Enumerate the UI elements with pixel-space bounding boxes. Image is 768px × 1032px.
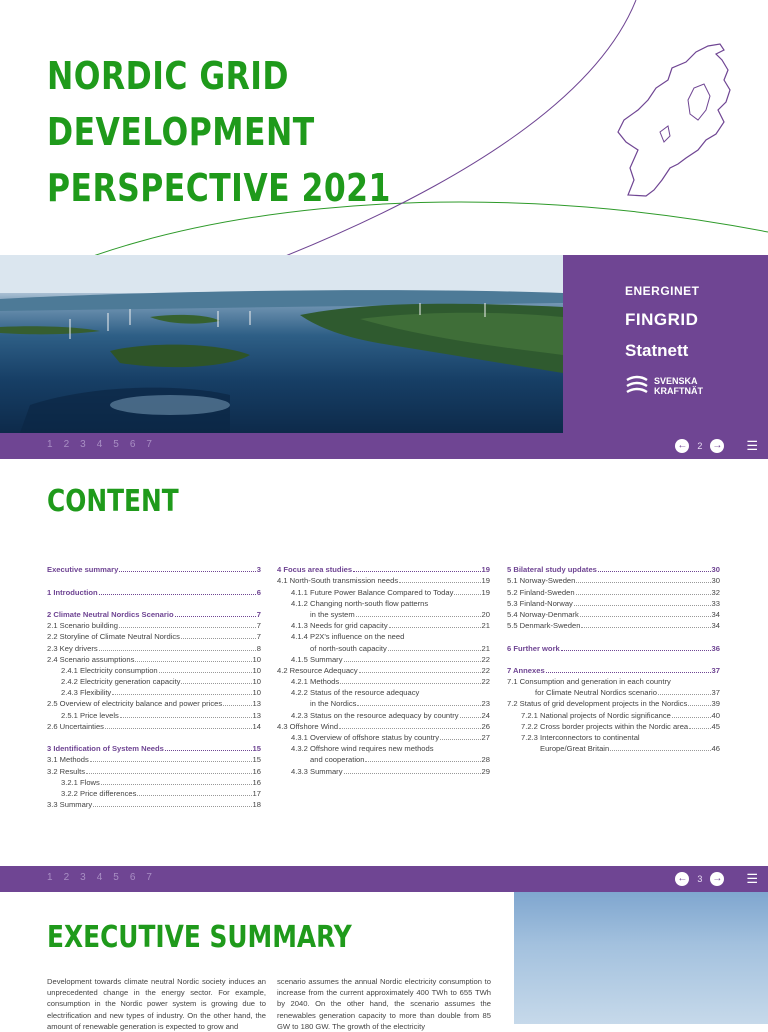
executive-photo (514, 892, 768, 1024)
toc-page-number: 30 (711, 576, 720, 586)
toc-column-3 (507, 563, 720, 753)
toc-page-number: 22 (481, 677, 490, 687)
toc-entry[interactable] (507, 597, 720, 608)
toc-entry-label: 2 Climate Neutral Nordics Scenario (47, 609, 174, 619)
page-nav-bar (0, 433, 768, 459)
toc-entry[interactable] (47, 720, 261, 731)
toc-page-number: 19 (481, 576, 490, 586)
toc-section-link[interactable] (47, 585, 261, 596)
toc-entry-label: 4.1.5 Summary (291, 654, 343, 664)
toc-entry[interactable] (507, 731, 720, 742)
toc-section-link[interactable] (507, 664, 720, 675)
chapter-link[interactable]: 3 (80, 872, 86, 883)
toc-column-1 (47, 563, 261, 809)
toc-leader-dots (159, 672, 252, 673)
page-number: 3 (697, 874, 703, 884)
toc-leader-dots (658, 694, 711, 695)
toc-entry[interactable] (277, 720, 490, 731)
toc-leader-dots (365, 761, 480, 762)
toc-page-number: 8 (256, 643, 261, 653)
toc-page-number: 27 (481, 733, 490, 742)
chapter-link[interactable]: 5 (113, 439, 119, 450)
toc-leader-dots (580, 616, 711, 617)
toc-page-number: 7 (256, 609, 261, 619)
toc-entry[interactable] (507, 585, 720, 596)
next-page-icon[interactable]: → (712, 873, 723, 884)
toc-entry-label: 2.5 Overview of electricity balance and power prices (47, 699, 223, 709)
toc-entry-label: 2.4 Scenario assumptions (47, 654, 135, 664)
toc-section-link[interactable] (47, 563, 261, 574)
toc-leader-dots (440, 739, 481, 740)
toc-entry-label: in the Nordics (310, 699, 357, 709)
toc-leader-dots (688, 705, 710, 706)
chapter-link[interactable]: 3 (80, 439, 86, 450)
toc-leader-dots (672, 717, 711, 718)
chapter-links (47, 439, 163, 450)
toc-entry-label: 4.3 Offshore Wind (277, 721, 339, 731)
toc-entry-label: 2.2 Storyline of Climate Neutral Nordics (47, 632, 180, 642)
toc-entry[interactable] (277, 742, 490, 753)
toc-entry-label: 4.1 North-South transmission needs (277, 576, 399, 586)
toc-entry[interactable] (47, 776, 261, 787)
toc-page-number: 46 (711, 744, 720, 754)
toc-page-number: 22 (481, 654, 490, 664)
toc-entry-label: 6 Further work (507, 643, 560, 653)
toc-leader-dots (356, 616, 481, 617)
fingrid-logo: FINGRID (625, 310, 699, 329)
toc-entry[interactable] (507, 742, 720, 753)
executive-summary-text-1: Development towards climate neutral Nordic society induces an unprecedented change in the energy sector. For example, consumption in the Nordic power system is growing due to electrification and new types of industry. On the other hand, the amount of renewable generation is expected to grow and (47, 977, 266, 1031)
toc-spacer (47, 597, 261, 608)
toc-entry[interactable] (277, 619, 490, 630)
toc-page-number: 13 (252, 699, 261, 709)
toc-entry-label: 4.3.2 Offshore wind requires new methods (291, 744, 434, 754)
page-nav-bar (0, 866, 768, 892)
toc-page-number: 15 (252, 755, 261, 765)
chapter-link[interactable]: 6 (129, 439, 136, 450)
partner-logos-panel (563, 255, 768, 433)
toc-entry[interactable] (277, 708, 490, 719)
toc-page-number: 24 (481, 710, 490, 720)
toc-entry-label: 2.5.1 Price levels (61, 710, 119, 720)
toc-page-number: 37 (711, 688, 720, 698)
toc-entry-label: Executive summary (47, 565, 119, 575)
chapter-link[interactable]: 1 (47, 872, 53, 883)
toc-leader-dots (340, 683, 480, 684)
toc-page-number: 16 (252, 766, 261, 776)
toc-entry[interactable] (277, 686, 490, 697)
toc-leader-dots (353, 571, 480, 572)
toc-entry[interactable] (47, 619, 261, 630)
toc-leader-dots (576, 582, 710, 583)
toc-page-number: 40 (711, 710, 720, 720)
toc-entry-label: 3.2.2 Price differences (61, 788, 137, 798)
toc-entry-label: 7.2 Status of grid development projects in the Nordics (507, 699, 688, 709)
content-heading: CONTENT (47, 484, 179, 519)
toc-page-number: 20 (481, 609, 490, 619)
toc-entry-label: 4.1.3 Needs for grid capacity (291, 621, 388, 631)
toc-page-number: 10 (252, 654, 261, 664)
toc-page-number: 37 (711, 665, 720, 675)
toc-entry[interactable] (277, 597, 490, 608)
toc-leader-dots (175, 616, 256, 617)
toc-entry[interactable] (277, 697, 490, 708)
toc-leader-dots (90, 761, 252, 762)
toc-entry[interactable] (507, 720, 720, 731)
toc-leader-dots (344, 773, 481, 774)
toc-entry-label: 2.3 Key drivers (47, 643, 98, 653)
toc-leader-dots (344, 661, 481, 662)
toc-leader-dots (105, 728, 252, 729)
toc-page-number: 10 (252, 665, 261, 675)
toc-leader-dots (101, 784, 252, 785)
toc-leader-dots (119, 627, 256, 628)
toc-entry-label: of north-south capacity (310, 643, 387, 653)
toc-entry[interactable] (277, 653, 490, 664)
toc-entry[interactable] (507, 697, 720, 708)
toc-entry[interactable] (507, 708, 720, 719)
cover-photo-illustration (0, 255, 563, 433)
toc-page-number: 10 (252, 677, 261, 687)
toc-page-number: 16 (252, 777, 261, 787)
cover-title-line-1: NORDIC GRID DEVELOPMENT (47, 54, 315, 154)
toc-entry-label: 4.1.1 Future Power Balance Compared to Today (291, 587, 454, 597)
menu-icon[interactable]: ☰ (746, 871, 758, 886)
menu-icon[interactable]: ☰ (746, 438, 758, 453)
svenska-text: SVENSKA (654, 376, 698, 386)
toc-entry[interactable] (277, 664, 490, 675)
toc-entry-label: 4.2.3 Status on the resource adequacy by country (291, 710, 459, 720)
toc-entry-label: 7.1 Consumption and generation in each country (507, 677, 671, 687)
chapter-link[interactable]: 2 (63, 439, 70, 450)
toc-page-number: 19 (481, 565, 490, 575)
chapter-link[interactable]: 1 (47, 439, 53, 450)
toc-page-number: 30 (711, 565, 720, 575)
toc-page-number: 33 (711, 598, 720, 608)
toc-spacer (507, 630, 720, 641)
toc-entry[interactable] (47, 697, 261, 708)
chapter-link[interactable]: 6 (129, 872, 136, 883)
toc-leader-dots (135, 661, 251, 662)
nordic-map-icon (610, 40, 740, 200)
toc-entry-label: 2.1 Scenario building (47, 621, 118, 631)
executive-summary-text-2: scenario assumes the annual Nordic electricity consumption to increase from the current approximately 400 TWh to 655 TWh by 2040. On the other hand, the scenario assumes the renewables generation capacity to more than double from 85 GW to 180 GW. The growth of the electricity (277, 977, 491, 1031)
toc-section-link[interactable] (47, 608, 261, 619)
toc-section-link[interactable] (507, 641, 720, 652)
svenska-kraftnat-logo (625, 374, 703, 398)
toc-leader-dots (99, 650, 256, 651)
toc-entry[interactable] (277, 585, 490, 596)
toc-page-number: 17 (252, 788, 261, 798)
svk-emblem-icon (625, 374, 649, 398)
toc-leader-dots (112, 694, 251, 695)
toc-page-number: 23 (481, 699, 490, 709)
toc-entry-label: Europe/Great Britain (540, 744, 610, 754)
toc-entry[interactable] (507, 686, 720, 697)
toc-page-number: 7 (256, 621, 261, 631)
toc-leader-dots (99, 594, 256, 595)
toc-leader-dots (574, 605, 711, 606)
toc-leader-dots (399, 582, 480, 583)
executive-summary-heading: EXECUTIVE SUMMARY (47, 920, 352, 955)
toc-page-number: 13 (252, 710, 261, 720)
toc-section-link[interactable] (507, 563, 720, 574)
toc-leader-dots (223, 705, 251, 706)
toc-entry[interactable] (47, 708, 261, 719)
toc-leader-dots (546, 672, 711, 673)
toc-entry-label: for Climate Neutral Nordics scenario (535, 688, 657, 698)
prev-page-icon[interactable]: ← (677, 440, 688, 451)
toc-leader-dots (165, 750, 252, 751)
toc-page-number: 34 (711, 609, 720, 619)
toc-page-number: 45 (711, 721, 720, 731)
toc-section-link[interactable] (47, 742, 261, 753)
toc-entry-label: 7.2.1 National projects of Nordic significance (521, 710, 671, 720)
toc-page-number: 21 (481, 621, 490, 631)
toc-entry[interactable] (47, 686, 261, 697)
toc-page-number: 39 (711, 699, 720, 709)
toc-entry-label: 5.3 Finland-Norway (507, 598, 573, 608)
toc-page-number: 14 (252, 721, 261, 731)
toc-entry-label: 2.4.3 Flexibility (61, 688, 112, 698)
toc-leader-dots (119, 571, 255, 572)
toc-leader-dots (181, 683, 251, 684)
toc-entry-label: 2.4.2 Electricity generation capacity (61, 677, 181, 687)
toc-entry[interactable] (277, 731, 490, 742)
cover-title-line-2: PERSPECTIVE 2021 (47, 166, 391, 210)
toc-page-number: 34 (711, 621, 720, 631)
chapter-link[interactable]: 4 (96, 872, 103, 883)
prev-page-icon[interactable]: ← (677, 873, 688, 884)
toc-entry-label: 5.1 Norway-Sweden (507, 576, 576, 586)
toc-entry[interactable] (507, 608, 720, 619)
toc-leader-dots (181, 638, 256, 639)
toc-page-number: 22 (481, 665, 490, 675)
toc-column-2 (277, 563, 490, 776)
toc-entry-label: 3.1 Methods (47, 755, 89, 765)
toc-leader-dots (454, 594, 480, 595)
toc-spacer (47, 731, 261, 742)
toc-entry-label: and cooperation (310, 755, 365, 765)
toc-entry-label: 5.5 Denmark-Sweden (507, 621, 581, 631)
page-controls (675, 871, 758, 887)
toc-entry-label: 3.3 Summary (47, 800, 93, 810)
toc-entry[interactable] (277, 753, 490, 764)
toc-entry-label: 7.2.3 Interconnectors to continental (521, 733, 640, 742)
toc-entry[interactable] (47, 641, 261, 652)
toc-page-number: 28 (481, 755, 490, 765)
toc-entry[interactable] (47, 753, 261, 764)
toc-entry-label: 2.4.1 Electricity consumption (61, 665, 158, 675)
toc-entry[interactable] (47, 664, 261, 675)
chapter-links (47, 872, 163, 883)
toc-leader-dots (120, 717, 252, 718)
toc-entry-label: 3.2.1 Flows (61, 777, 100, 787)
toc-entry-label: 2.6 Uncertainties (47, 721, 104, 731)
toc-entry-label: in the system (310, 609, 355, 619)
toc-entry[interactable] (47, 630, 261, 641)
chapter-link[interactable]: 7 (146, 872, 152, 883)
toc-entry-label: 3 Identification of System Needs (47, 744, 164, 754)
toc-entry-label: 4.3.1 Overview of offshore status by country (291, 733, 440, 742)
cover-title (47, 48, 544, 216)
toc-page-number: 7 (256, 632, 261, 642)
toc-leader-dots (689, 728, 710, 729)
toc-entry[interactable] (47, 764, 261, 775)
toc-entry[interactable] (507, 675, 720, 686)
toc-entry-label: 5.2 Finland-Sweden (507, 587, 575, 597)
toc-leader-dots (86, 773, 252, 774)
toc-entry-label: 7.2.2 Cross border projects within the Nordic area (521, 721, 689, 731)
toc-leader-dots (137, 795, 251, 796)
next-page-icon[interactable]: → (712, 440, 723, 451)
toc-leader-dots (359, 672, 481, 673)
toc-entry[interactable] (47, 798, 261, 809)
toc-page-number: 18 (252, 800, 261, 810)
toc-entry[interactable] (277, 641, 490, 652)
toc-entry[interactable] (277, 675, 490, 686)
toc-leader-dots (93, 806, 251, 807)
toc-entry[interactable] (277, 764, 490, 775)
toc-entry-label: 4.3.3 Summary (291, 766, 343, 776)
toc-entry-label: 4.1.2 Changing north-south flow patterns (291, 598, 429, 608)
toc-entry-label: 4 Focus area studies (277, 565, 353, 575)
toc-page-number: 15 (252, 744, 261, 754)
toc-leader-dots (598, 571, 711, 572)
toc-entry[interactable] (47, 675, 261, 686)
toc-leader-dots (581, 627, 710, 628)
toc-leader-dots (561, 650, 711, 651)
toc-entry-label: 4.1.4 P2X's influence on the need (291, 632, 405, 642)
toc-entry[interactable] (507, 574, 720, 585)
page-number: 2 (697, 441, 703, 451)
kraftnat-text: KRAFTNÄT (654, 386, 703, 396)
toc-leader-dots (460, 717, 481, 718)
toc-spacer (507, 653, 720, 664)
toc-entry[interactable] (47, 653, 261, 664)
toc-leader-dots (576, 594, 711, 595)
toc-entry[interactable] (277, 574, 490, 585)
chapter-link[interactable]: 4 (96, 439, 103, 450)
toc-entry-label: 5 Bilateral study updates (507, 565, 597, 575)
toc-entry-label: 4.2 Resource Adequacy (277, 665, 358, 675)
toc-entry[interactable] (507, 619, 720, 630)
toc-page-number: 19 (481, 587, 490, 597)
toc-entry[interactable] (277, 630, 490, 641)
page-controls (675, 438, 758, 454)
cover-photo (0, 255, 563, 433)
toc-leader-dots (389, 627, 481, 628)
toc-page-number: 36 (711, 643, 720, 653)
toc-entry-label: 4.2.1 Methods (291, 677, 340, 687)
toc-entry[interactable] (47, 787, 261, 798)
statnett-logo: Statnett (625, 341, 689, 360)
chapter-link[interactable]: 2 (63, 872, 70, 883)
toc-entry-label: 4.2.2 Status of the resource adequacy (291, 688, 420, 698)
toc-entry-label: 5.4 Norway-Denmark (507, 609, 579, 619)
chapter-link[interactable]: 7 (146, 439, 152, 450)
toc-page-number: 21 (481, 643, 490, 653)
toc-page-number: 6 (256, 587, 261, 597)
toc-leader-dots (357, 705, 480, 706)
toc-entry[interactable] (277, 608, 490, 619)
toc-leader-dots (610, 750, 710, 751)
toc-section-link[interactable] (277, 563, 490, 574)
toc-entry-label: 7 Annexes (507, 665, 545, 675)
energinet-logo: ENERGINET (625, 284, 700, 298)
chapter-link[interactable]: 5 (113, 872, 119, 883)
toc-spacer (47, 574, 261, 585)
toc-page-number: 32 (711, 587, 720, 597)
toc-page-number: 3 (256, 565, 261, 575)
toc-entry-label: 1 Introduction (47, 587, 98, 597)
toc-page-number: 29 (481, 766, 490, 776)
toc-leader-dots (339, 728, 480, 729)
toc-page-number: 10 (252, 688, 261, 698)
toc-leader-dots (388, 650, 481, 651)
toc-entry-label: 3.2 Results (47, 766, 85, 776)
toc-page-number: 26 (481, 721, 490, 731)
